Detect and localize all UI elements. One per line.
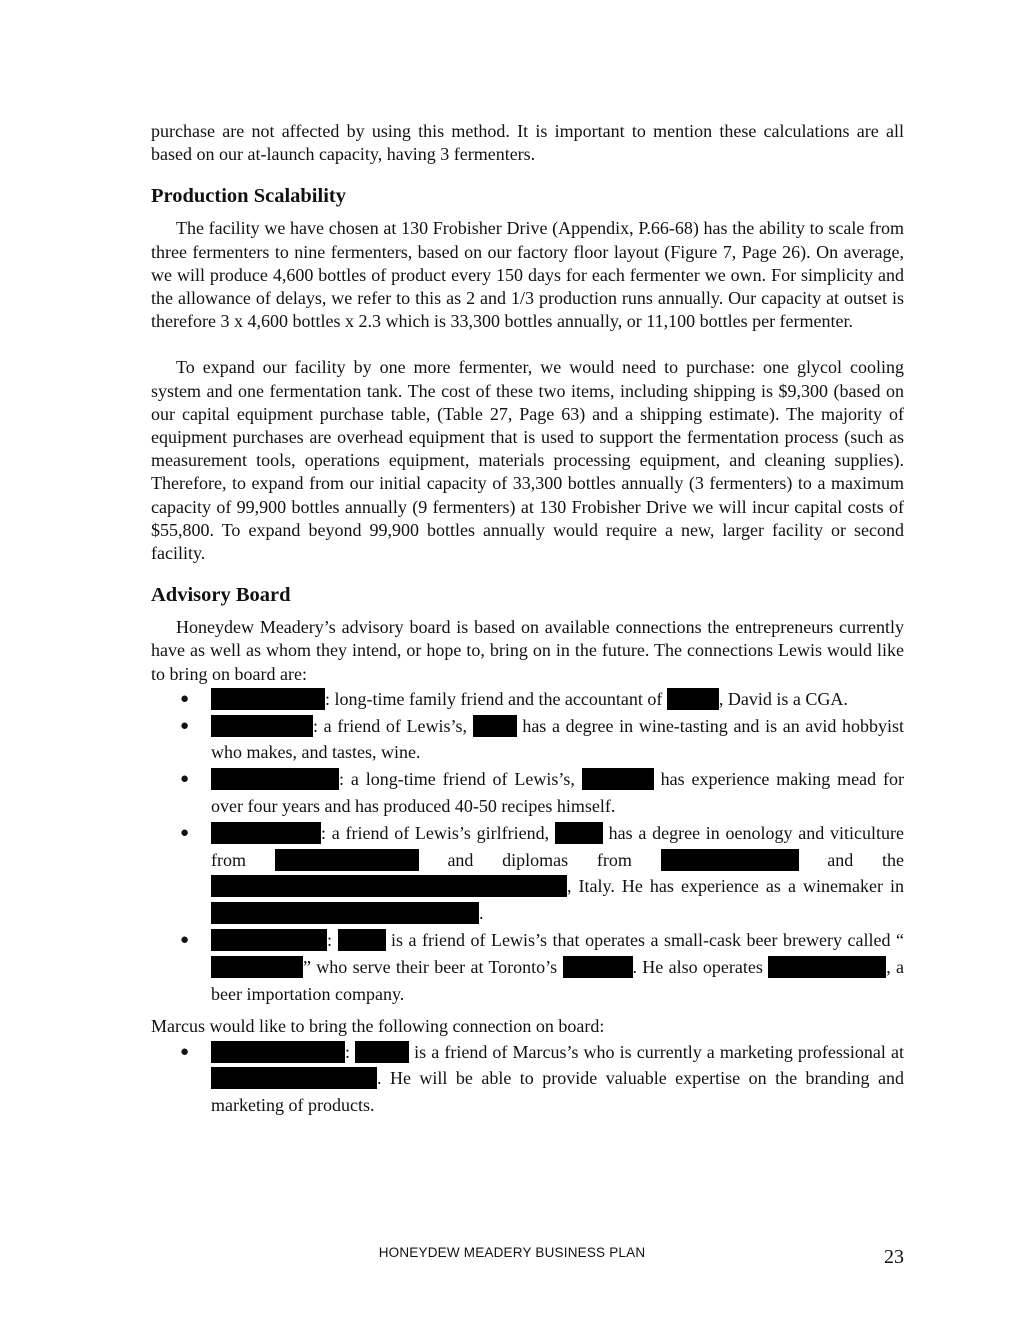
footer-title: HONEYDEW MEADERY BUSINESS PLAN	[378, 1245, 646, 1260]
redaction-box	[211, 715, 313, 737]
redaction-box	[338, 929, 386, 951]
redaction-box	[211, 768, 339, 790]
redaction-box	[211, 902, 479, 924]
redaction-box	[211, 1041, 345, 1063]
bullet-icon: ●	[180, 690, 190, 707]
list-item: ● : a friend of Lewis’s girlfriend, has a degree in oenology and viticulture from and diplomas from and the , Italy. He has experience as a winemaker in .	[151, 820, 904, 927]
redaction-box	[768, 956, 886, 978]
production-paragraph-2: To expand our facility by one more fermenter, we would need to purchase: one glycol cooling system and one fermentation tank. The cost of these two items, including shipping is $9,300 (based on our capital equipment purchase table, (Table 27, Page 63) and a shipping estimate). The majority of equipment purchases are overhead equipment that is used to support the fermentation process (such as measurement tools, operations equipment, materials processing equipment, and cleaning supplies). Therefore, to expand from our initial capacity of 33,300 bottles annually (3 fermenters) to a maximum capacity of 99,900 bottles annually (9 fermenters) at 130 Frobisher Drive we will incur capital costs of $55,800. To expand beyond 99,900 bottles annually would require a new, larger facility or second facility.	[151, 357, 904, 564]
redaction-box	[473, 715, 517, 737]
list-item: ● : long-time family friend and the accountant of , David is a CGA.	[151, 686, 904, 713]
redaction-box	[555, 822, 603, 844]
redaction-box	[211, 822, 321, 844]
list-item: ● : is a friend of Marcus’s who is currently a marketing professional at . He will be able to provide valuable expertise on the branding and marketing of products.	[151, 1039, 904, 1119]
bullet-icon: ●	[180, 717, 190, 734]
advisory-paragraph: Honeydew Meadery’s advisory board is based on available connections the entrepreneurs currently have as well as whom they intend, or hope to, bring on in the future. The connections Lewis would like to bring on board are:	[151, 617, 904, 684]
lewis-connections-list	[151, 686, 904, 1008]
advisory-board-heading: Advisory Board	[151, 584, 291, 607]
redaction-box	[661, 849, 799, 871]
redaction-box	[563, 956, 633, 978]
redaction-box	[211, 1067, 377, 1089]
marcus-intro: Marcus would like to bring the following connection on board:	[151, 1016, 605, 1037]
list-item: ● : a long-time friend of Lewis’s, has experience making mead for over four years and has produced 40-50 recipes himself.	[151, 766, 904, 820]
document-body	[151, 120, 904, 1119]
redaction-box	[355, 1041, 409, 1063]
redaction-box	[211, 929, 327, 951]
list-item: ● : a friend of Lewis’s, has a degree in wine-tasting and is an avid hobbyist who makes, and tastes, wine.	[151, 713, 904, 767]
bullet-icon: ●	[180, 932, 190, 949]
redaction-box	[211, 956, 303, 978]
redaction-box	[211, 875, 567, 897]
bullet-icon: ●	[180, 771, 190, 788]
production-paragraph-1: The facility we have chosen at 130 Frobisher Drive (Appendix, P.66-68) has the ability to scale from three fermenters to nine fermenters, based on our factory floor layout (Figure 7, Page 26). On average, we will produce 4,600 bottles of product every 150 days for each fermenter we own. For simplicity and the allowance of delays, we refer to this as 2 and 1/3 production runs annually. Our capacity at outset is therefore 3 x 4,600 bottles x 2.3 which is 33,300 bottles annually, or 11,100 bottles per fermenter.	[151, 218, 904, 332]
list-item: ● : is a friend of Lewis’s that operates a small-cask beer brewery called “” who serve their beer at Toronto’s . He also operates , a beer importation company.	[151, 927, 904, 1007]
redaction-box	[582, 768, 654, 790]
page-number: 23	[884, 1246, 904, 1268]
redaction-box	[211, 688, 325, 710]
bullet-icon: ●	[180, 1043, 190, 1060]
production-scalability-heading: Production Scalability	[151, 185, 346, 208]
marcus-connections-list	[151, 1039, 904, 1119]
intro-paragraph: purchase are not affected by using this method. It is important to mention these calculations are all based on our at-launch capacity, having 3 fermenters.	[151, 121, 904, 165]
redaction-box	[667, 688, 719, 710]
bullet-icon: ●	[180, 824, 190, 841]
redaction-box	[275, 849, 419, 871]
